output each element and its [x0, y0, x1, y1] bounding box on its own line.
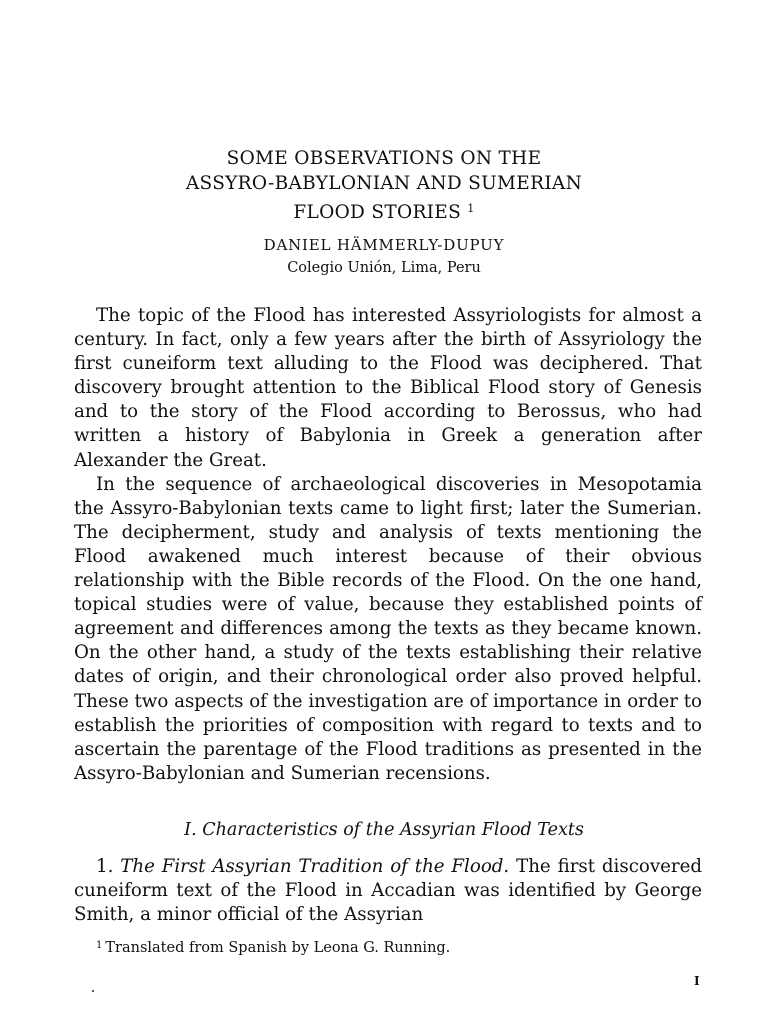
title-line-1: SOME OBSERVATIONS ON THE — [226, 148, 542, 169]
footnote-text: Translated from Spanish by Leona G. Running. — [105, 940, 451, 956]
title-footnote-mark[interactable]: 1 — [467, 202, 475, 215]
subsection-number: 1. — [96, 856, 114, 877]
paragraph: In the sequence of archaeological discoveries in Mesopotamia the Assyro-Babylonian texts came to light first; later the Sumerian. The decipherment, study and analysis of texts mentioning the Flood awakened much interest because of their obvious relationship with the Bible records of the Flood. On the one hand, topical studies were of value, because they established points of agreement and differences among the texts as they became known. On the other hand, a study of the texts establishing their relative dates of origin, and their chronological order also proved helpful. These two aspects of the investigation are of importance in order to establish the priorities of composition with regard to texts and to ascertain the parentage of the Flood traditions as presented in the Assyro-Babylonian and Sumerian recensions. — [74, 473, 702, 784]
page-number: I — [694, 974, 700, 988]
subsection — [74, 855, 702, 927]
section-heading: I. Characteristics of the Assyrian Flood Texts — [184, 820, 584, 840]
subsection-text: The first discovered cuneiform text of the Flood in Accadian was identified by George Smith, a minor official of the Assyrian — [74, 856, 702, 926]
subsection-paragraph — [74, 855, 702, 927]
article-title — [0, 146, 768, 225]
body-text — [74, 304, 702, 786]
footnote — [96, 940, 450, 956]
subsection-title: The First Assyrian Tradition of the Flood. — [120, 856, 510, 877]
footnote-mark: 1 — [96, 940, 103, 951]
author-name: DANIEL HÄMMERLY-DUPUY — [263, 236, 505, 254]
title-line-3 — [0, 196, 768, 225]
paragraph: The topic of the Flood has interested Assyriologists for almost a century. In fact, only a few years after the birth of Assyriology the first cuneiform text alluding to the Flood was deciphered. That discovery brought attention to the Biblical Flood story of Genesis and to the story of the Flood according to Berossus, who had written a history of Babylonia in Greek a generation after Alexander the Great. — [74, 305, 702, 471]
title-line-3-text: FLOOD STORIES — [293, 202, 462, 223]
author-affiliation: Colegio Unión, Lima, Peru — [287, 260, 481, 276]
title-line-2: ASSYRO-BABYLONIAN AND SUMERIAN — [185, 173, 583, 194]
scan-speck — [92, 990, 94, 992]
